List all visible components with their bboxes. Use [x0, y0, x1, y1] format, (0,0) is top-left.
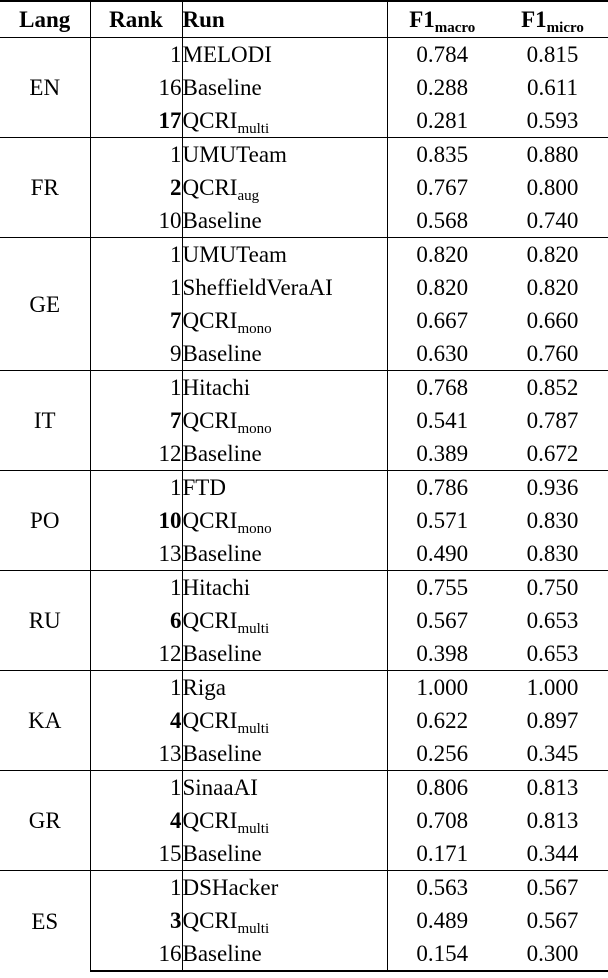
run-cell — [182, 637, 387, 671]
f1-macro-cell: 0.563 — [387, 871, 497, 905]
table-row — [0, 637, 608, 671]
f1-micro-cell: 0.653 — [526, 608, 579, 633]
table-row — [0, 937, 608, 971]
lang-group-gr — [0, 771, 608, 871]
rank-cell: 16 — [90, 71, 182, 104]
table-row — [0, 904, 608, 937]
run-cell — [182, 304, 387, 337]
run-name: QCRI — [182, 808, 238, 833]
lang-group-ge — [0, 238, 608, 371]
table-row — [0, 604, 608, 637]
run-name: Riga — [182, 675, 226, 700]
f1-micro-cell: 0.672 — [526, 441, 579, 466]
rank-cell: 1 — [90, 138, 182, 172]
rank-cell: 13 — [90, 737, 182, 771]
f1-macro-cell: 1.000 — [387, 671, 497, 705]
run-name: Hitachi — [182, 375, 251, 400]
run-name: Baseline — [182, 75, 262, 100]
lang-group-po — [0, 471, 608, 571]
run-name: Hitachi — [182, 575, 251, 600]
table-row — [0, 571, 608, 605]
run-cell — [182, 571, 387, 605]
run-name: QCRI — [182, 908, 238, 933]
rank-cell: 12 — [90, 637, 182, 671]
run-subscript: aug — [237, 188, 260, 204]
rank-cell: 7 — [90, 304, 182, 337]
run-cell — [182, 737, 387, 771]
header-row — [0, 1, 608, 38]
header-f1-micro-base: F1 — [521, 7, 547, 32]
run-name: Baseline — [182, 641, 262, 666]
f1-micro-cell: 0.611 — [527, 75, 578, 100]
rank-cell: 7 — [90, 404, 182, 437]
header-f1-micro-sub: micro — [546, 20, 584, 36]
run-cell — [182, 271, 387, 304]
lang-cell: IT — [0, 371, 90, 471]
lang-cell: EN — [0, 38, 90, 138]
lang-cell: GR — [0, 771, 90, 871]
header-run: Run — [182, 1, 387, 38]
rank-cell: 1 — [90, 38, 182, 72]
lang-cell: GE — [0, 238, 90, 371]
lang-cell: KA — [0, 671, 90, 771]
run-cell — [182, 104, 387, 138]
table-row — [0, 238, 608, 272]
run-cell — [182, 171, 387, 204]
run-name: SinaaAI — [182, 775, 258, 800]
header-rank: Rank — [90, 1, 182, 38]
rank-cell: 1 — [90, 571, 182, 605]
run-cell — [182, 238, 387, 272]
run-cell — [182, 471, 387, 505]
run-cell — [182, 704, 387, 737]
f1-macro-cell: 0.398 — [416, 641, 469, 666]
f1-micro-cell: 0.760 — [526, 341, 579, 366]
f1-micro-cell: 0.852 — [497, 371, 608, 405]
f1-macro-cell: 0.490 — [416, 541, 469, 566]
run-cell — [182, 871, 387, 905]
rank-cell: 12 — [90, 437, 182, 471]
f1-micro-cell: 0.653 — [526, 641, 579, 666]
run-name: QCRI — [182, 408, 238, 433]
rank-cell: 13 — [90, 537, 182, 571]
run-name: Baseline — [182, 841, 262, 866]
rank-cell: 17 — [90, 104, 182, 138]
run-name: QCRI — [182, 308, 238, 333]
table-row — [0, 471, 608, 505]
rank-cell: 6 — [90, 604, 182, 637]
rank-cell: 1 — [90, 371, 182, 405]
f1-micro-cell: 0.820 — [526, 275, 579, 300]
run-cell — [182, 138, 387, 172]
table-row — [0, 737, 608, 771]
lang-cell: ES — [0, 871, 90, 972]
run-cell — [182, 671, 387, 705]
f1-macro-cell: 0.568 — [416, 208, 469, 233]
header-f1-micro — [497, 1, 608, 38]
f1-micro-cell: 0.820 — [497, 238, 608, 272]
table-row — [0, 171, 608, 204]
f1-macro-cell: 0.755 — [387, 571, 497, 605]
run-name: QCRI — [182, 108, 238, 133]
table-row — [0, 204, 608, 238]
f1-micro-cell: 0.787 — [526, 408, 579, 433]
f1-micro-cell: 0.345 — [526, 741, 579, 766]
table-row — [0, 537, 608, 571]
f1-micro-cell: 0.813 — [497, 771, 608, 805]
f1-macro-cell: 0.489 — [416, 908, 469, 933]
f1-macro-cell: 0.256 — [416, 741, 469, 766]
f1-macro-cell: 0.820 — [416, 275, 469, 300]
run-cell — [182, 604, 387, 637]
run-subscript: mono — [237, 421, 272, 437]
rank-cell: 9 — [90, 337, 182, 371]
f1-macro-cell: 0.708 — [416, 808, 469, 833]
run-cell — [182, 38, 387, 72]
header-f1-macro-sub: macro — [434, 20, 476, 36]
f1-micro-cell: 0.740 — [526, 208, 579, 233]
rank-cell: 1 — [90, 471, 182, 505]
f1-micro-cell: 0.567 — [526, 908, 579, 933]
rank-cell: 15 — [90, 837, 182, 871]
lang-cell: PO — [0, 471, 90, 571]
run-cell — [182, 337, 387, 371]
table-row — [0, 271, 608, 304]
table-row — [0, 871, 608, 905]
run-cell — [182, 437, 387, 471]
f1-micro-cell: 0.815 — [497, 38, 608, 72]
lang-group-ka — [0, 671, 608, 771]
run-name: Baseline — [182, 741, 262, 766]
f1-macro-cell: 0.622 — [416, 708, 469, 733]
rank-cell: 1 — [90, 271, 182, 304]
f1-macro-cell: 0.806 — [387, 771, 497, 805]
f1-macro-cell: 0.835 — [387, 138, 497, 172]
run-subscript: multi — [237, 821, 270, 837]
f1-micro-cell: 0.813 — [526, 808, 579, 833]
rank-cell: 2 — [90, 171, 182, 204]
run-name: Baseline — [182, 541, 262, 566]
run-cell — [182, 204, 387, 238]
run-name: SheffieldVeraAI — [182, 275, 333, 300]
f1-micro-cell: 0.660 — [526, 308, 579, 333]
rank-cell: 1 — [90, 238, 182, 272]
f1-micro-cell: 1.000 — [497, 671, 608, 705]
f1-micro-cell: 0.880 — [497, 138, 608, 172]
f1-micro-cell: 0.300 — [497, 937, 608, 971]
f1-macro-cell: 0.171 — [416, 841, 469, 866]
f1-micro-cell: 0.897 — [526, 708, 579, 733]
table-row — [0, 38, 608, 72]
f1-macro-cell: 0.784 — [387, 38, 497, 72]
f1-macro-cell: 0.389 — [416, 441, 469, 466]
table-row — [0, 804, 608, 837]
header-f1-macro-base: F1 — [409, 7, 435, 32]
run-subscript: multi — [237, 621, 270, 637]
run-name: Baseline — [182, 341, 262, 366]
f1-micro-cell: 0.800 — [526, 175, 579, 200]
run-name: QCRI — [182, 508, 238, 533]
run-cell — [182, 771, 387, 805]
run-cell — [182, 904, 387, 937]
run-cell — [182, 937, 387, 971]
f1-macro-cell: 0.154 — [387, 937, 497, 971]
f1-macro-cell: 0.281 — [416, 108, 469, 133]
table-header — [0, 1, 608, 38]
run-name: QCRI — [182, 175, 238, 200]
f1-macro-cell: 0.288 — [416, 75, 469, 100]
header-lang: Lang — [0, 1, 90, 38]
f1-macro-cell: 0.630 — [416, 341, 469, 366]
run-subscript: multi — [237, 921, 270, 937]
table-row — [0, 371, 608, 405]
table-row — [0, 337, 608, 371]
table-row — [0, 504, 608, 537]
rank-cell: 4 — [90, 704, 182, 737]
run-name: Baseline — [182, 941, 262, 966]
run-cell — [182, 837, 387, 871]
f1-macro-cell: 0.667 — [416, 308, 469, 333]
f1-macro-cell: 0.567 — [416, 608, 469, 633]
rank-cell: 10 — [90, 204, 182, 238]
run-name: QCRI — [182, 708, 238, 733]
run-name: QCRI — [182, 608, 238, 633]
rank-cell: 4 — [90, 804, 182, 837]
lang-group-es — [0, 871, 608, 972]
table-row — [0, 837, 608, 871]
table-row — [0, 771, 608, 805]
run-subscript: multi — [237, 721, 270, 737]
run-name: UMUTeam — [182, 142, 287, 167]
rank-cell: 3 — [90, 904, 182, 937]
run-cell — [182, 71, 387, 104]
run-name: FTD — [182, 475, 226, 500]
run-name: MELODI — [182, 42, 272, 67]
lang-group-ru — [0, 571, 608, 671]
table-row — [0, 104, 608, 138]
run-name: Baseline — [182, 208, 262, 233]
f1-micro-cell: 0.344 — [526, 841, 579, 866]
run-name: DSHacker — [182, 875, 279, 900]
f1-macro-cell: 0.820 — [387, 238, 497, 272]
table-row — [0, 671, 608, 705]
f1-macro-cell: 0.541 — [416, 408, 469, 433]
table-row — [0, 437, 608, 471]
f1-micro-cell: 0.830 — [526, 541, 579, 566]
run-subscript: mono — [237, 321, 272, 337]
run-name: Baseline — [182, 441, 262, 466]
run-subscript: mono — [237, 521, 272, 537]
lang-cell: RU — [0, 571, 90, 671]
run-subscript: multi — [237, 121, 270, 137]
run-cell — [182, 504, 387, 537]
lang-group-fr — [0, 138, 608, 238]
f1-micro-cell: 0.936 — [497, 471, 608, 505]
table-row — [0, 704, 608, 737]
f1-macro-cell: 0.571 — [416, 508, 469, 533]
run-cell — [182, 537, 387, 571]
f1-macro-cell: 0.767 — [416, 175, 469, 200]
table-row — [0, 138, 608, 172]
lang-cell: FR — [0, 138, 90, 238]
rank-cell: 1 — [90, 671, 182, 705]
f1-macro-cell: 0.768 — [387, 371, 497, 405]
lang-group-en — [0, 38, 608, 138]
f1-micro-cell: 0.593 — [526, 108, 579, 133]
run-name: UMUTeam — [182, 242, 287, 267]
run-cell — [182, 404, 387, 437]
table-row — [0, 71, 608, 104]
rank-cell: 1 — [90, 771, 182, 805]
rank-cell: 10 — [90, 504, 182, 537]
run-cell — [182, 804, 387, 837]
table-row — [0, 304, 608, 337]
header-f1-macro — [387, 1, 497, 38]
lang-group-it — [0, 371, 608, 471]
rank-cell: 16 — [90, 937, 182, 971]
f1-macro-cell: 0.786 — [387, 471, 497, 505]
run-cell — [182, 371, 387, 405]
f1-micro-cell: 0.750 — [497, 571, 608, 605]
rank-cell: 1 — [90, 871, 182, 905]
f1-micro-cell: 0.567 — [497, 871, 608, 905]
table-row — [0, 404, 608, 437]
f1-micro-cell: 0.830 — [526, 508, 579, 533]
